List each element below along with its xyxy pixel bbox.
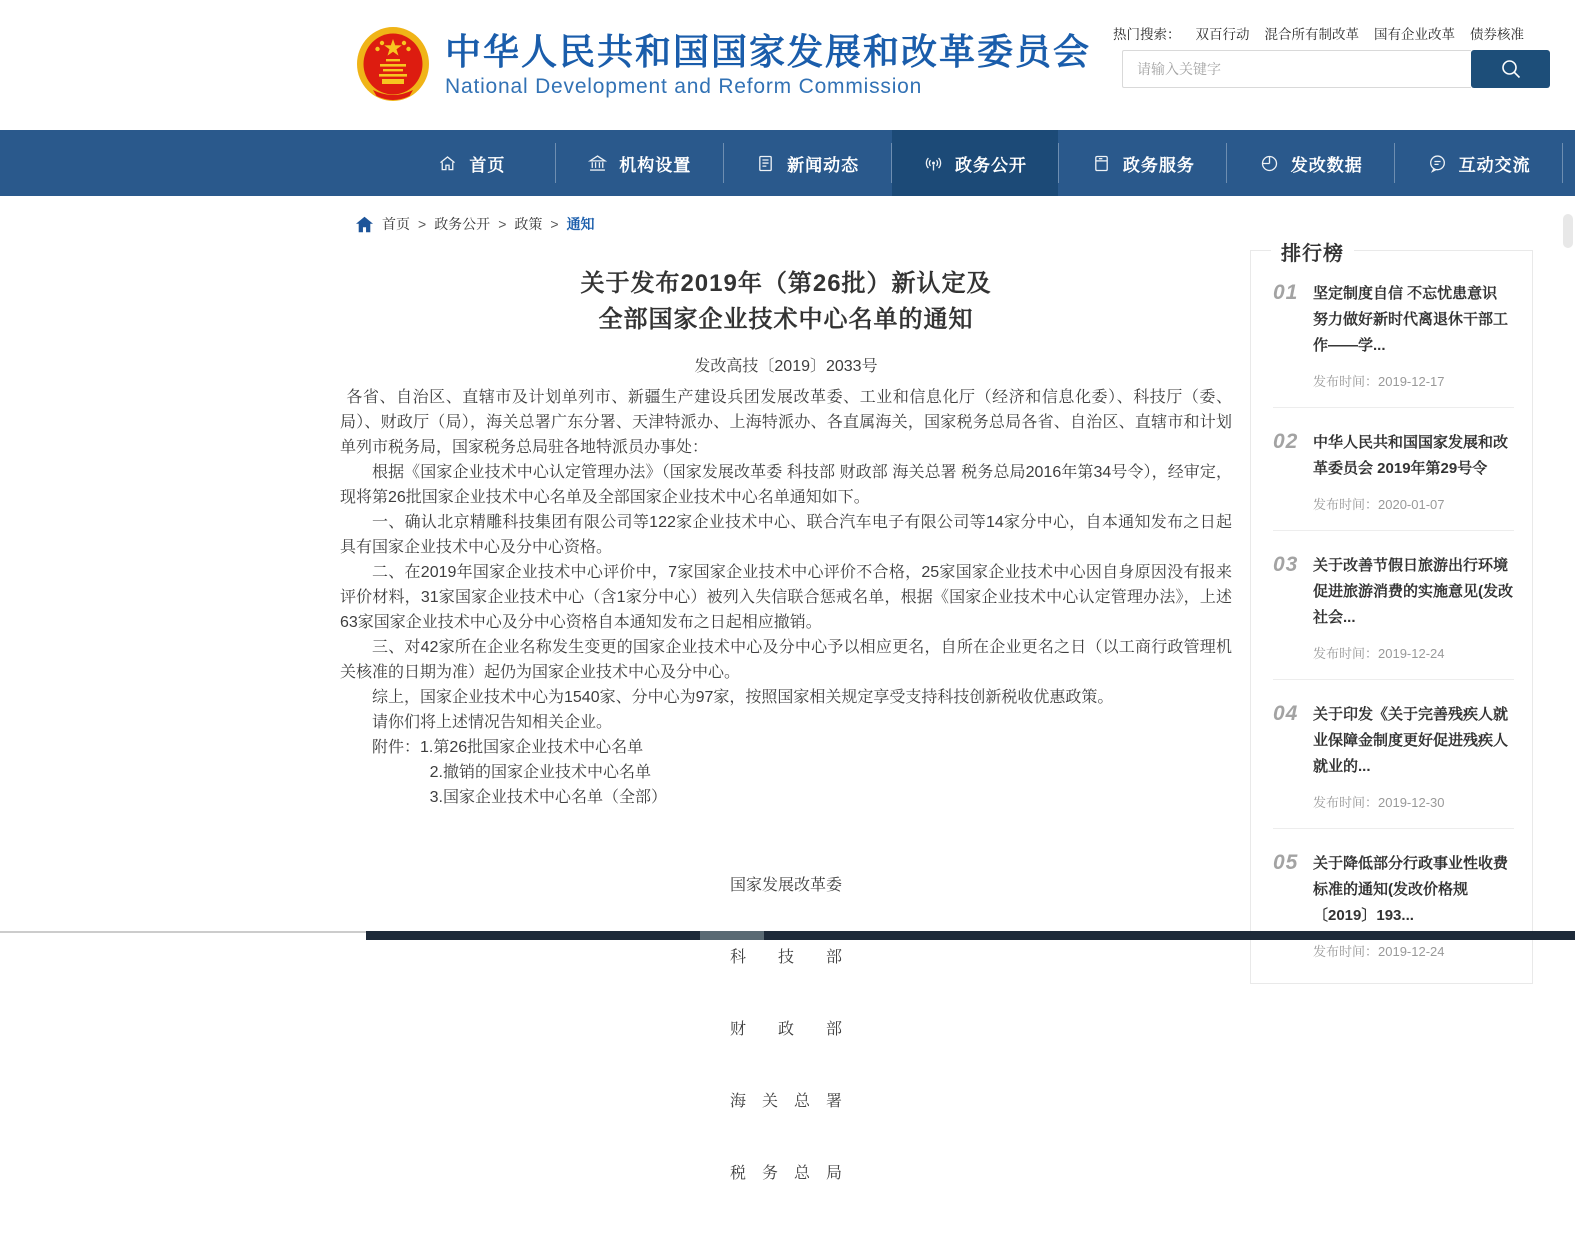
date-value: 2019-12-24 xyxy=(1378,646,1445,661)
footer-divider xyxy=(0,931,366,933)
date-label: 发布时间： xyxy=(1313,795,1379,810)
nav-separator xyxy=(1562,143,1563,183)
list-item xyxy=(1273,680,1514,829)
article-paragraph: 根据《国家企业技术中心认定管理办法》（国家发展改革委 科技部 财政部 海关总署 税务总局2016年第34号令），经审定，现将第26批国家企业技术中心名单及全部国家企业技术中心名单通知如下。 xyxy=(340,464,1232,506)
article-paragraph: 三、对42家所在企业名称发生变更的国家企业技术中心及分中心予以相应更名，自所在企业更名之日（以工商行政管理机关核准的日期为准）起仍为国家企业技术中心及分中心。 xyxy=(340,639,1232,681)
article-title xyxy=(340,266,1232,338)
signature-line: 科 技 部 xyxy=(729,949,842,966)
nav-item-gov-info[interactable] xyxy=(892,130,1059,196)
ranking-panel xyxy=(1250,243,1533,984)
document-icon xyxy=(1091,153,1112,174)
breadcrumb-item-notice: 通知 xyxy=(566,216,595,232)
date-value: 2019-12-24 xyxy=(1378,944,1445,959)
search-icon xyxy=(1499,57,1523,81)
breadcrumb-separator: > xyxy=(498,216,507,232)
signature-line: 国家发展改革委 xyxy=(729,877,842,894)
article xyxy=(340,266,1232,1234)
hot-search-link[interactable]: 债券核准 xyxy=(1470,27,1524,42)
hot-search-link[interactable]: 混合所有制改革 xyxy=(1264,27,1359,42)
site-title: 中华人民共和国国家发展和改革委员会 xyxy=(445,31,1092,72)
rank-number: 04 xyxy=(1273,702,1299,725)
nav-label: 政务公开 xyxy=(955,155,1027,175)
chat-icon xyxy=(1427,153,1448,174)
article-paragraph: 请你们将上述情况告知相关企业。 xyxy=(372,714,613,731)
date-value: 2019-12-17 xyxy=(1378,374,1445,389)
pie-chart-icon xyxy=(1259,153,1280,174)
footer-edge-segment xyxy=(700,931,764,940)
site-logo[interactable] xyxy=(356,26,1091,102)
date-value: 2020-01-07 xyxy=(1378,497,1445,512)
ranking-panel-title: 排行榜 xyxy=(1271,237,1354,266)
article-paragraph: 各省、自治区、直辖市及计划单列市、新疆生产建设兵团发展改革委、工业和信息化厅（经济和信息化委）、科技厅（委、局）、财政厅（局），海关总署广东分署、天津特派办、上海特派办、各直属海关，国家税务总局各省、自治区、直辖市和计划单列市税务局，国家税务总局驻各地特派员办事处： xyxy=(340,389,1232,456)
breadcrumb-item-home[interactable]: 首页 xyxy=(382,216,410,232)
rank-item-title[interactable]: 关于印发《关于完善残疾人就业保障金制度更好促进残疾人就业的... xyxy=(1313,706,1509,775)
broadcast-icon xyxy=(923,153,944,174)
rank-number: 02 xyxy=(1273,430,1299,453)
list-item xyxy=(1273,829,1514,977)
article-title-line1: 关于发布2019年（第26批）新认定及 xyxy=(580,270,992,297)
nav-label: 首页 xyxy=(469,155,506,175)
date-value: 2019-12-30 xyxy=(1378,795,1445,810)
list-item xyxy=(1273,408,1514,531)
signature-block xyxy=(730,826,842,1234)
hot-search-link[interactable]: 国有企业改革 xyxy=(1374,27,1455,42)
rank-item-date xyxy=(1313,371,1514,390)
rank-number: 03 xyxy=(1273,553,1299,576)
hot-search-link[interactable]: 双百行动 xyxy=(1195,27,1250,42)
bank-icon xyxy=(587,153,608,174)
home-icon xyxy=(437,153,458,174)
signature-line: 税 务 总 局 xyxy=(729,1165,842,1182)
nav-label: 发改数据 xyxy=(1290,155,1363,175)
list-item xyxy=(1273,259,1514,408)
rank-number: 05 xyxy=(1273,851,1299,874)
signature-line: 海 关 总 署 xyxy=(729,1093,842,1110)
main-nav xyxy=(0,130,1575,196)
breadcrumb-item-policy[interactable]: 政策 xyxy=(514,216,543,232)
article-paragraph: 二、在2019年国家企业技术中心评价中，7家国家企业技术中心评价不合格，25家国家企业技术中心因自身原因没有报来评价材料，31家国家企业技术中心（含1家分中心）被列入失信联合惩戒名单，根据《国家企业技术中心认定管理办法》，上述63家国家企业技术中心及分中心资格自本通知发布之日起相应撤销。 xyxy=(340,564,1232,631)
breadcrumb-separator: > xyxy=(550,216,559,232)
date-label: 发布时间： xyxy=(1313,374,1379,389)
site-header xyxy=(0,0,1575,130)
nav-label: 政务服务 xyxy=(1122,155,1195,175)
rank-item-title[interactable]: 关于降低部分行政事业性收费标准的通知(发改价格规〔2019〕193... xyxy=(1313,855,1509,924)
nav-item-org[interactable] xyxy=(556,130,723,196)
date-label: 发布时间： xyxy=(1313,944,1379,959)
rank-number: 01 xyxy=(1273,281,1299,304)
hot-search-bar xyxy=(1113,23,1524,43)
breadcrumb-home-icon xyxy=(355,216,374,233)
list-item xyxy=(1273,531,1514,680)
rank-item-date xyxy=(1313,792,1514,811)
hot-search-label: 热门搜索： xyxy=(1113,27,1181,42)
nav-item-gov-service[interactable] xyxy=(1059,130,1226,196)
site-title-en: National Development and Reform Commission xyxy=(445,75,923,98)
signature-line: 财 政 部 xyxy=(729,1021,842,1038)
footer-top-edge xyxy=(366,931,1575,940)
ranking-list xyxy=(1251,251,1532,983)
article-title-line2: 全部国家企业技术中心名单的通知 xyxy=(598,306,974,333)
nav-label: 互动交流 xyxy=(1458,155,1531,175)
rank-item-title[interactable]: 中华人民共和国国家发展和改革委员会 2019年第29号令 xyxy=(1313,434,1509,477)
scrollbar-thumb[interactable] xyxy=(1563,214,1573,248)
attachment-line: 2.撤销的国家企业技术中心名单 xyxy=(429,764,651,781)
article-paragraph: 综上，国家企业技术中心为1540家、分中心为97家，按照国家相关规定享受支持科技创新税收优惠政策。 xyxy=(372,689,1114,706)
breadcrumb xyxy=(355,214,595,234)
nav-label: 机构设置 xyxy=(619,155,692,175)
date-label: 发布时间： xyxy=(1313,646,1379,661)
news-icon xyxy=(755,153,776,174)
document-number: 发改高技〔2019〕2033号 xyxy=(694,358,878,375)
rank-item-title[interactable]: 关于改善节假日旅游出行环境促进旅游消费的实施意见(发改社会... xyxy=(1313,557,1513,626)
nav-item-data[interactable] xyxy=(1227,130,1394,196)
date-label: 发布时间： xyxy=(1313,497,1379,512)
breadcrumb-separator: > xyxy=(418,216,427,232)
attachment-line: 附件：1.第26批国家企业技术中心名单 xyxy=(372,739,644,756)
breadcrumb-item-gov-info[interactable]: 政务公开 xyxy=(434,216,491,232)
rank-item-date xyxy=(1313,941,1514,960)
search-button[interactable] xyxy=(1471,50,1550,88)
nav-label: 新闻动态 xyxy=(787,155,860,175)
nav-item-home[interactable] xyxy=(388,130,555,196)
search-input[interactable] xyxy=(1122,50,1471,88)
nav-item-news[interactable] xyxy=(724,130,891,196)
attachment-line: 3.国家企业技术中心名单（全部） xyxy=(429,789,667,806)
search-bar xyxy=(1122,50,1550,88)
national-emblem-icon xyxy=(356,26,430,102)
rank-item-date xyxy=(1313,643,1514,662)
article-paragraph: 一、确认北京精雕科技集团有限公司等122家企业技术中心、联合汽车电子有限公司等14家分中心，自本通知发布之日起具有国家企业技术中心及分中心资格。 xyxy=(340,514,1232,556)
rank-item-title[interactable]: 坚定制度自信 不忘忧患意识 努力做好新时代离退休干部工作——学... xyxy=(1313,285,1509,354)
nav-item-interaction[interactable] xyxy=(1395,130,1562,196)
rank-item-date xyxy=(1313,494,1514,513)
